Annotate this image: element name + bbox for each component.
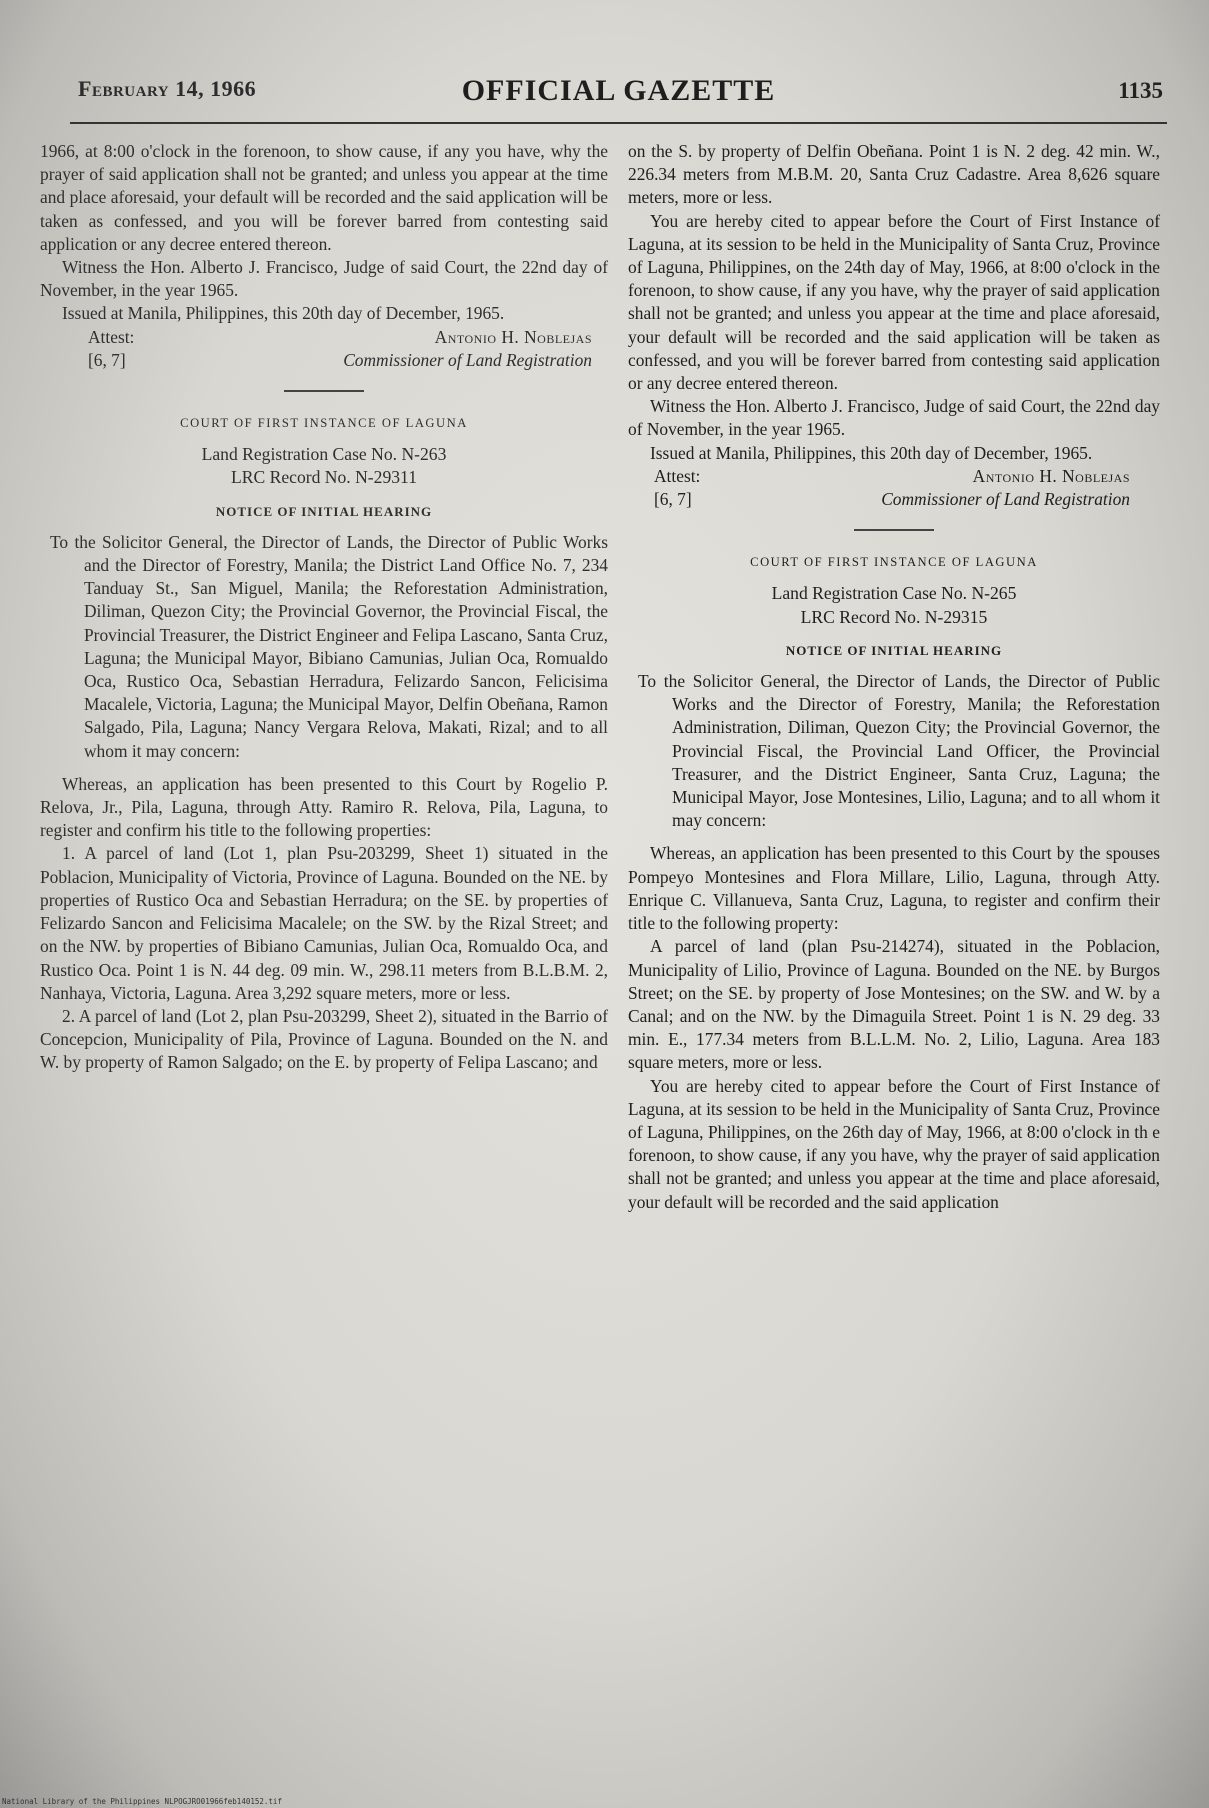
issue-date: February 14, 1966 — [78, 76, 257, 101]
lrc-record-number: LRC Record No. N-29315 — [800, 606, 988, 627]
case-number: Land Registration Case No. N-263 — [201, 444, 447, 465]
court-heading: COURT OF FIRST INSTANCE OF LAGUNA — [750, 555, 1038, 570]
signatory-office: Commissioner of Land Registration — [343, 349, 592, 370]
attest-label: Attest: — [88, 326, 135, 347]
signatory-name: Antonio H. Noblejas — [434, 326, 592, 347]
paragraph: 1966, at 8:00 o'clock in the forenoon, to show cause, if any you have, why the prayer of said application shall not be granted; and unless you appear at the time and place aforesaid, your default will be recorded and the said application will be taken as confessed, and you will be forever barred from contesting said application or any decree entered thereon. — [40, 141, 608, 254]
application-paragraph: Whereas, an application has been presented to this Court by Rogelio P. Relova, Jr., Pila, Laguna, through Atty. Ramiro R. Relova, Pila, Laguna, to register and confirm his title to the following properties: — [40, 773, 608, 841]
notice-heading: NOTICE OF INITIAL HEARING — [215, 503, 433, 519]
paragraph: on the S. by property of Delfin Obeñana. Point 1 is N. 2 deg. 42 min. W., 226.34 meters from M.B.M. 20, Santa Cruz Cadastre. Area 8,626 square meters, more or less. — [628, 141, 1160, 208]
witness-paragraph: Witness the Hon. Alberto J. Francisco, Judge of said Court, the 22nd day of November, in the year 1965. — [628, 396, 1160, 440]
section-divider — [854, 529, 934, 531]
attest-office-line — [40, 349, 608, 372]
issue-reference: [6, 7] — [88, 349, 126, 370]
case-number: Land Registration Case No. N-265 — [771, 583, 1017, 604]
addressees: To the Solicitor General, the Director of Lands, the Director of Public Works and the Director of Forestry, Manila; the District Land Office No. 7, 234 Tanduay St., San Miguel, Manila; the Reforestation Administration, Diliman, Quezon City; the Provincial Governor, the Provincial Fiscal, the Provincial Treasurer, the District Engineer and Felipa Lascano, Santa Cruz, Laguna; the Municipal Mayor, Bibiano Camunias, Julian Oca, Romualdo Oca, Rustico Oca, Sebastian Herradura, Felizardo Sancon, Felicisima Macalele, Victoria, Laguna; the Municipal Mayor, Delfin Obeñana, Ramon Salgado, Pila, Laguna; Nancy Vergara Relova, Makati, Rizal; and to all whom it may concern: — [50, 531, 608, 761]
attest-line — [628, 465, 1160, 488]
publication-title: OFFICIAL GAZETTE — [461, 74, 776, 107]
page-header — [70, 72, 1167, 124]
scan-footer: National Library of the Philippines NLPOGJRO01966feb140152.tif — [2, 1797, 282, 1806]
attest-line — [40, 326, 608, 349]
issued-paragraph: Issued at Manila, Philippines, this 20th day of December, 1965. — [650, 442, 1093, 463]
court-heading: COURT OF FIRST INSTANCE OF LAGUNA — [180, 416, 468, 431]
lrc-record-number: LRC Record No. N-29311 — [230, 467, 417, 488]
citation-paragraph: You are hereby cited to appear before the Court of First Instance of Laguna, at its session to be held in the Municipality of Santa Cruz, Province of Laguna, Philippines, on the 26th day of May, 1966, at 8:00 o'clock in th e forenoon, to show cause, if any you have, why the prayer of said application shall not be granted; and unless you appear at the time and place aforesaid, your default will be recorded and the said application — [628, 1075, 1160, 1212]
page-number: 1135 — [1118, 78, 1163, 103]
parcel-2-paragraph: 2. A parcel of land (Lot 2, plan Psu-203299, Sheet 2), situated in the Barrio of Concepcion, Municipality of Pila, Province of Laguna. Bounded on the N. and W. by property of Ramon Salgado; on the E. by property of Felipa Lascano; and — [40, 1005, 608, 1073]
notice-heading: NOTICE OF INITIAL HEARING — [785, 642, 1003, 658]
parcel-paragraph: A parcel of land (plan Psu-214274), situated in the Poblacion, Municipality of Lilio, Province of Laguna. Bounded on the NE. by Burgos Street; on the SE. by property of Jose Montesines; on the SW. and W. by a Canal; and on the NW. by the Dimaguila Street. Point 1 is N. 29 deg. 33 min. E., 177.34 meters from B.L.L.M. No. 2, Lilio, Laguna. Area 183 square meters, more or less. — [628, 936, 1160, 1073]
application-paragraph: Whereas, an application has been presented to this Court by the spouses Pompeyo Montesines and Flora Millare, Lilio, Laguna, through Atty. Enrique C. Villanueva, Santa Cruz, Laguna, to register and confirm their title to the following property: — [628, 843, 1160, 934]
issue-reference: [6, 7] — [654, 489, 692, 510]
addressees: To the Solicitor General, the Director of Lands, the Director of Public Works and the Director of Forestry, Manila; the Reforestation Administration, Diliman, Quezon City; the Provincial Governor, the Provincial Fiscal, the Provincial Land Officer, the Provincial Treasurer, and the District Engineer, Santa Cruz, Laguna; the Municipal Mayor, Jose Montesines, Lilio, Laguna; and to all whom it may concern: — [638, 671, 1160, 831]
section-divider — [284, 390, 364, 392]
signatory-office: Commissioner of Land Registration — [881, 489, 1130, 510]
witness-paragraph: Witness the Hon. Alberto J. Francisco, Judge of said Court, the 22nd day of November, in the year 1965. — [40, 257, 608, 301]
right-column — [628, 140, 1160, 1214]
left-column — [40, 140, 608, 1075]
parcel-1-paragraph: 1. A parcel of land (Lot 1, plan Psu-203299, Sheet 1) situated in the Poblacion, Municipality of Victoria, Province of Laguna. Bounded on the NE. by properties of Rustico Oca and Sebastian Herradura; on the SE. by properties of Felizardo Sancon and Felicisima Macalele; on the SW. by the Rizal Street; and on the NW. by properties of Bibiano Camunias, Julian Oca, Romualdo Oca, and Rustico Oca. Point 1 is N. 44 deg. 09 min. W., 298.11 meters from B.L.B.M. 2, Nanhaya, Victoria, Laguna. Area 3,292 square meters, more or less. — [40, 843, 608, 1003]
attest-office-line — [628, 488, 1160, 511]
signatory-name: Antonio H. Noblejas — [972, 465, 1130, 486]
citation-paragraph: You are hereby cited to appear before the Court of First Instance of Laguna, at its session to be held in the Municipality of Santa Cruz, Province of Laguna, Philippines, on the 24th day of May, 1966, at 8:00 o'clock in the forenoon, to show cause, if any you have, why the prayer of said application shall not be granted; and unless you appear at the time and place aforesaid, your default will be recorded and the said application will be taken as confessed, and you will be forever barred from contesting said application or any decree entered thereon. — [628, 210, 1160, 394]
issued-paragraph: Issued at Manila, Philippines, this 20th day of December, 1965. — [62, 303, 505, 324]
attest-label: Attest: — [654, 465, 701, 486]
